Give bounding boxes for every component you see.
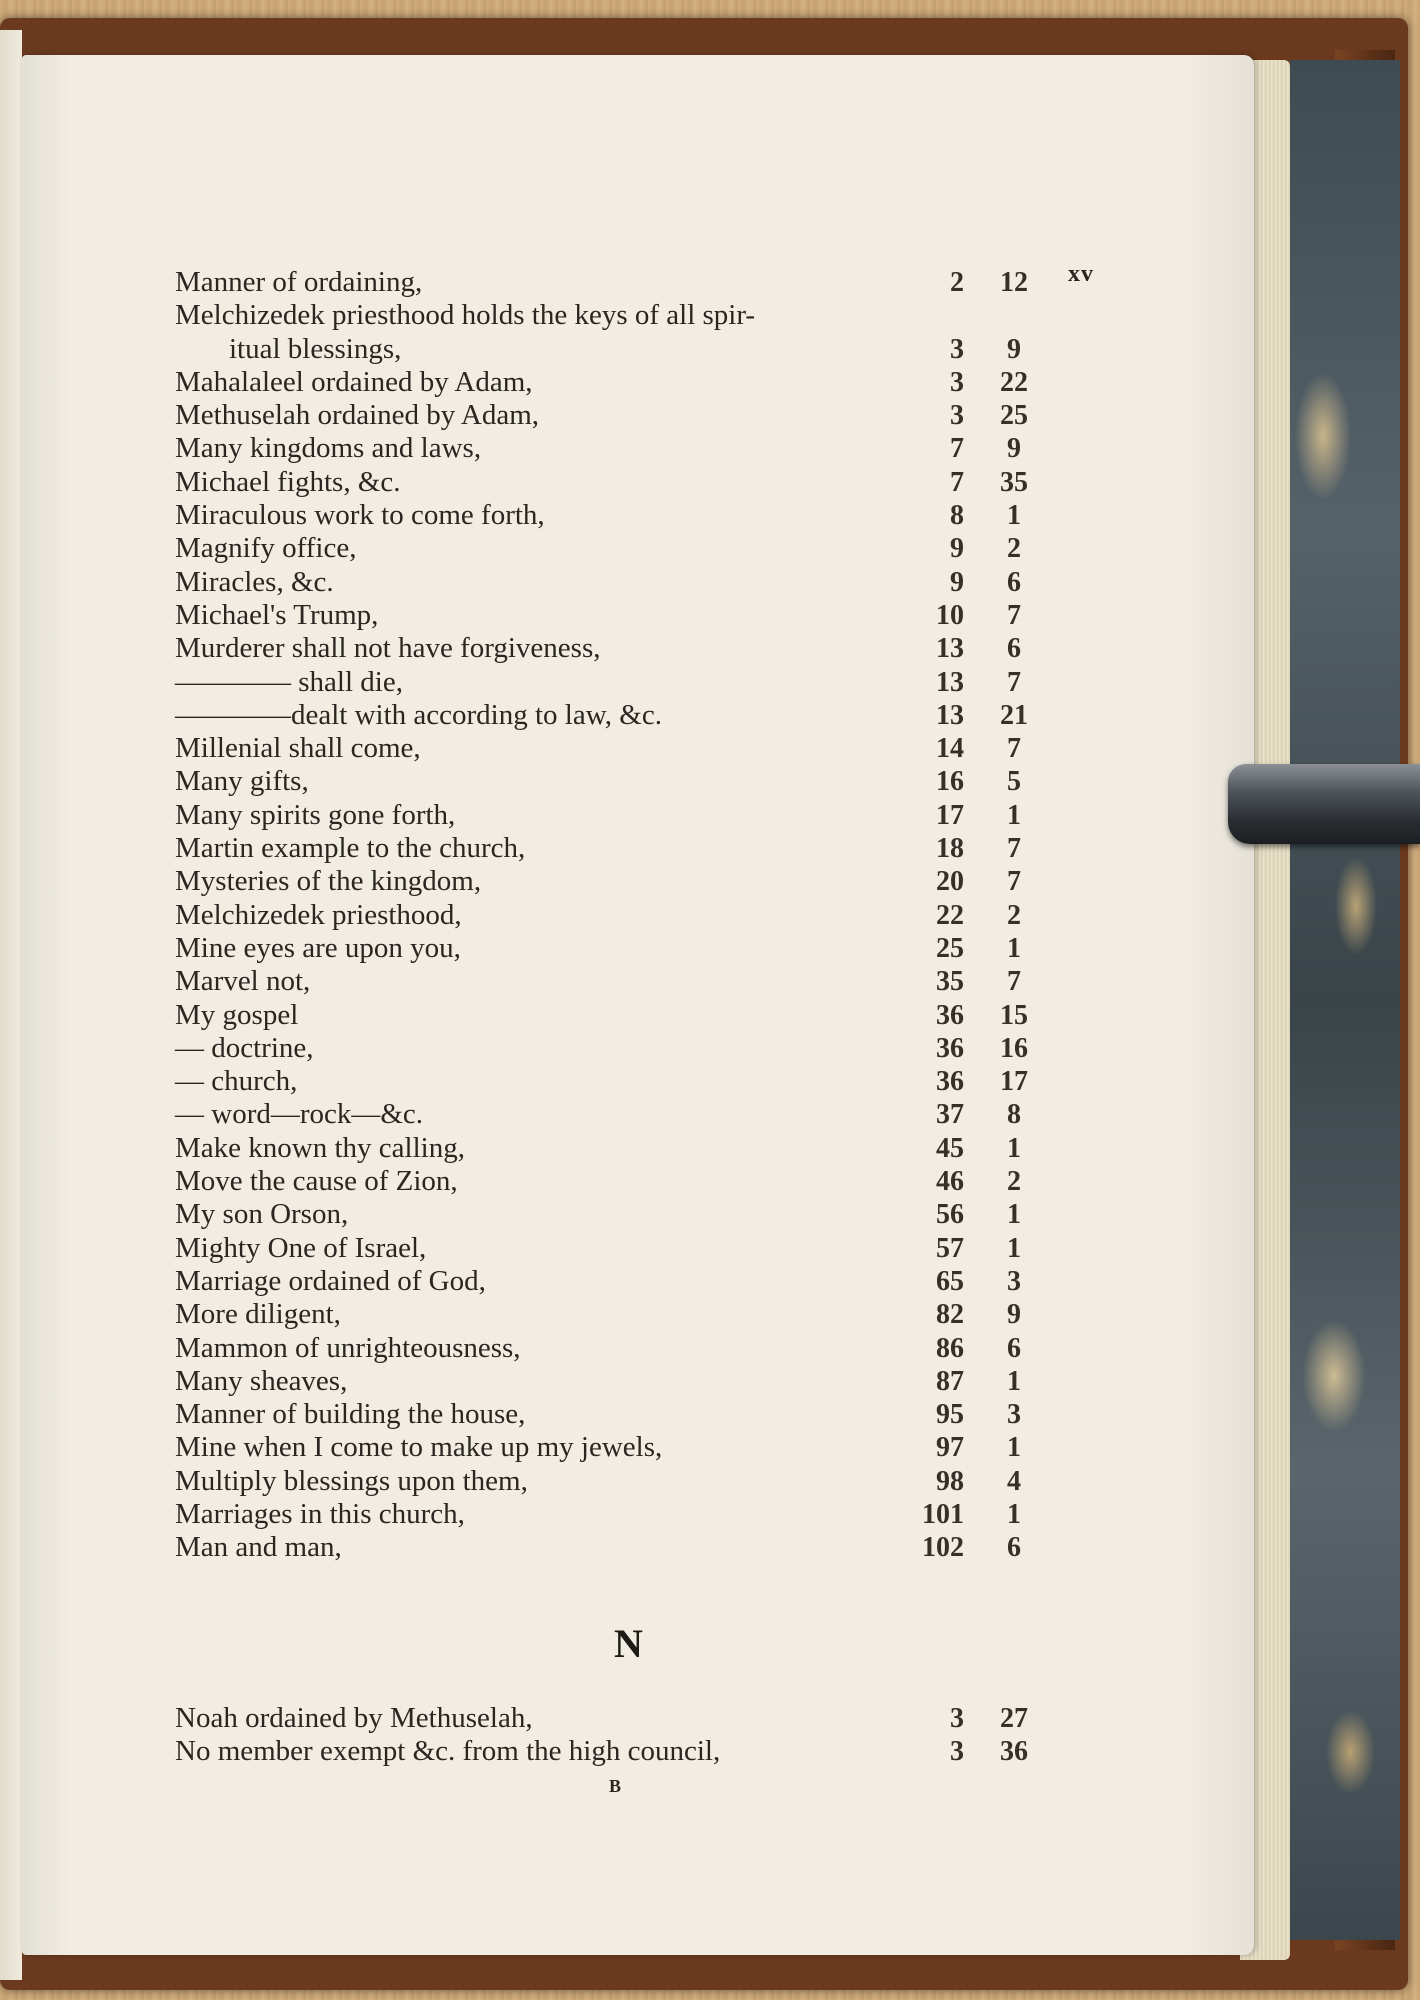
entry-text: Mahalaleel ordained by Adam, [175, 365, 533, 398]
entry-section-number: 56 [936, 1199, 964, 1231]
index-entry [175, 1232, 1075, 1265]
entry-verse-number: 8 [1007, 1099, 1021, 1131]
entry-verse-number: 1 [1007, 932, 1021, 964]
entry-verse-number: 16 [1000, 1032, 1028, 1064]
entry-section-number: 45 [936, 1132, 964, 1164]
entry-text: Methuselah ordained by Adam, [175, 399, 540, 432]
index-entry [175, 632, 1075, 665]
entry-section-number: 3 [950, 366, 964, 398]
index-entry [175, 699, 1075, 732]
entry-verse-number: 1 [1007, 500, 1021, 532]
index-entry [175, 666, 1075, 699]
entry-text: Mighty One of Israel, [175, 1231, 427, 1264]
entry-section-number: 2 [950, 267, 964, 298]
entry-text: Miraculous work to come forth, [175, 499, 545, 532]
entry-text: Marriages in this church, [175, 1497, 465, 1530]
marbled-endpaper [1290, 60, 1400, 1940]
entry-verse-number: 6 [1007, 566, 1021, 598]
entry-text: Many kingdoms and laws, [175, 432, 482, 465]
entry-verse-number: 2 [1007, 899, 1021, 931]
index-entry [175, 1332, 1075, 1365]
entry-text: Marriage ordained of God, [175, 1264, 486, 1297]
index-entry [175, 932, 1075, 965]
entry-section-number: 87 [936, 1365, 964, 1397]
entry-text: Multiply blessings upon them, [175, 1464, 528, 1497]
entry-section-number: 3 [950, 333, 964, 365]
index-entry [175, 732, 1075, 765]
entry-section-number: 17 [936, 799, 964, 831]
page-clip [1228, 764, 1420, 844]
entry-verse-number: 2 [1007, 533, 1021, 565]
entry-text: Melchizedek priesthood, [175, 898, 462, 931]
entry-verse-number: 1 [1007, 1199, 1021, 1231]
entry-verse-number: 9 [1007, 333, 1021, 365]
entry-verse-number: 7 [1007, 833, 1021, 865]
entry-section-number: 13 [936, 699, 964, 731]
entry-text: Michael fights, &c. [175, 465, 401, 498]
entry-section-number: 82 [936, 1299, 964, 1331]
entry-section-number: 16 [936, 766, 964, 798]
entry-text: Michael's Trump, [175, 598, 379, 631]
index-entry [175, 1098, 1075, 1131]
entry-section-number: 9 [950, 566, 964, 598]
entry-section-number: 65 [936, 1265, 964, 1297]
index-entry [175, 1531, 1075, 1564]
entry-section-number: 25 [936, 932, 964, 964]
entry-text: Noah ordained by Methuselah, [175, 1702, 533, 1734]
entry-verse-number: 1 [1007, 1498, 1021, 1530]
entry-text: Melchizedek priesthood holds the keys of all spir- [175, 299, 756, 332]
entry-section-number: 35 [936, 966, 964, 998]
entry-section-number: 36 [936, 1066, 964, 1098]
entry-text: Miracles, &c. [175, 565, 334, 598]
page-number: xv [1068, 261, 1094, 287]
entry-verse-number: 3 [1007, 1399, 1021, 1431]
entry-verse-number: 17 [1000, 1066, 1028, 1098]
index-entry [175, 1465, 1075, 1498]
entry-section-number: 7 [950, 433, 964, 465]
entry-text: itual blessings, [229, 332, 402, 365]
index-entry [175, 1431, 1075, 1464]
index-entry [175, 333, 1075, 366]
entry-verse-number: 4 [1007, 1465, 1021, 1497]
entry-section-number: 97 [936, 1432, 964, 1464]
entry-verse-number: 1 [1007, 1432, 1021, 1464]
entry-section-number: 13 [936, 633, 964, 665]
entry-text: Many sheaves, [175, 1364, 348, 1397]
entry-text: Mine eyes are upon you, [175, 931, 461, 964]
entry-section-number: 98 [936, 1465, 964, 1497]
index-entry [175, 765, 1075, 798]
entry-text: Mammon of unrighteousness, [175, 1331, 521, 1364]
entry-section-number: 9 [950, 533, 964, 565]
entry-verse-number: 7 [1007, 666, 1021, 698]
entry-text: No member exempt &c. from the high council, [175, 1735, 721, 1768]
index-entry [175, 399, 1075, 432]
entry-section-number: 3 [950, 400, 964, 432]
entry-verse-number: 36 [1000, 1736, 1028, 1768]
entry-verse-number: 7 [1007, 733, 1021, 765]
index-entry [175, 1032, 1075, 1065]
entry-text: ———— shall die, [175, 665, 403, 698]
entry-text: Mysteries of the kingdom, [175, 865, 482, 898]
entry-verse-number: 22 [1000, 366, 1028, 398]
entry-text: Manner of building the house, [175, 1398, 526, 1431]
entry-text: Man and man, [175, 1531, 342, 1564]
entry-verse-number: 6 [1007, 1532, 1021, 1564]
index-entry [175, 1365, 1075, 1398]
entry-section-number: 8 [950, 500, 964, 532]
entry-verse-number: 25 [1000, 400, 1028, 432]
index-entry [175, 1265, 1075, 1298]
index-entry [175, 266, 1075, 299]
entry-verse-number: 6 [1007, 1332, 1021, 1364]
index-entry [175, 499, 1075, 532]
section-letter-heading: N [614, 1621, 643, 1666]
entry-text: ————dealt with according to law, &c. [175, 698, 662, 731]
entry-verse-number: 7 [1007, 966, 1021, 998]
entry-section-number: 10 [936, 599, 964, 631]
entry-section-number: 95 [936, 1399, 964, 1431]
entry-verse-number: 12 [1000, 267, 1028, 298]
entry-section-number: 14 [936, 733, 964, 765]
entry-verse-number: 7 [1007, 866, 1021, 898]
entry-section-number: 3 [950, 1703, 964, 1734]
entry-section-number: 36 [936, 999, 964, 1031]
entry-section-number: 13 [936, 666, 964, 698]
entry-text: — church, [175, 1065, 298, 1098]
entry-section-number: 20 [936, 866, 964, 898]
index-entry [175, 1298, 1075, 1331]
index-entry [175, 1735, 1075, 1768]
entry-text: Many gifts, [175, 765, 309, 798]
entry-section-number: 3 [950, 1736, 964, 1768]
index-entry [175, 1398, 1075, 1431]
index-entry [175, 532, 1075, 565]
index-entry [175, 466, 1075, 499]
index-entry [175, 366, 1075, 399]
entry-verse-number: 9 [1007, 433, 1021, 465]
entry-text: — doctrine, [175, 1031, 314, 1064]
entry-section-number: 101 [922, 1498, 964, 1530]
entry-text: My gospel [175, 998, 299, 1031]
entry-verse-number: 15 [1000, 999, 1028, 1031]
index-entry [175, 899, 1075, 932]
index-entry [175, 865, 1075, 898]
entry-section-number: 102 [922, 1532, 964, 1564]
entry-verse-number: 35 [1000, 466, 1028, 498]
index-entry [175, 999, 1075, 1032]
index-entry [175, 599, 1075, 632]
entry-text: — word—rock—&c. [175, 1098, 424, 1131]
entry-verse-number: 6 [1007, 633, 1021, 665]
entry-text: Move the cause of Zion, [175, 1165, 458, 1198]
entry-text: Manner of ordaining, [175, 266, 423, 298]
entry-section-number: 36 [936, 1032, 964, 1064]
signature-mark: B [609, 1776, 622, 1796]
entry-section-number: 37 [936, 1099, 964, 1131]
entry-section-number: 18 [936, 833, 964, 865]
entry-text: Martin example to the church, [175, 832, 526, 865]
entry-verse-number: 21 [1000, 699, 1028, 731]
index-entry [175, 432, 1075, 465]
entry-text: My son Orson, [175, 1198, 349, 1231]
index-entry [175, 1198, 1075, 1231]
index-entry [175, 799, 1075, 832]
entry-verse-number: 27 [1000, 1703, 1028, 1734]
entry-verse-number: 2 [1007, 1166, 1021, 1198]
entry-text: Mine when I come to make up my jewels, [175, 1431, 663, 1464]
index-entry [175, 1702, 1075, 1735]
entry-text: Many spirits gone forth, [175, 798, 456, 831]
entry-verse-number: 7 [1007, 599, 1021, 631]
index-entry [175, 299, 1075, 332]
index-entry [175, 965, 1075, 998]
index-entry [175, 1165, 1075, 1198]
entry-text: Magnify office, [175, 532, 357, 565]
index-entry [175, 566, 1075, 599]
entry-verse-number: 1 [1007, 1365, 1021, 1397]
entry-verse-number: 1 [1007, 799, 1021, 831]
entry-verse-number: 3 [1007, 1265, 1021, 1297]
entry-verse-number: 1 [1007, 1132, 1021, 1164]
index-entry [175, 1132, 1075, 1165]
entry-section-number: 86 [936, 1332, 964, 1364]
entry-section-number: 57 [936, 1232, 964, 1264]
entry-text: Millenial shall come, [175, 732, 421, 765]
entry-text: More diligent, [175, 1298, 341, 1331]
index-entry [175, 832, 1075, 865]
entry-verse-number: 5 [1007, 766, 1021, 798]
entry-section-number: 22 [936, 899, 964, 931]
index-entries-m [175, 266, 1075, 1565]
entry-text: Marvel not, [175, 965, 311, 998]
facing-page-edge [0, 30, 22, 1980]
entry-text: Make known thy calling, [175, 1131, 465, 1164]
index-entry [175, 1065, 1075, 1098]
entry-section-number: 46 [936, 1166, 964, 1198]
entry-section-number: 7 [950, 466, 964, 498]
entry-verse-number: 1 [1007, 1232, 1021, 1264]
entry-text: Murderer shall not have forgiveness, [175, 632, 601, 665]
entry-verse-number: 9 [1007, 1299, 1021, 1331]
index-entry [175, 1498, 1075, 1531]
index-entries-n [175, 1702, 1075, 1769]
